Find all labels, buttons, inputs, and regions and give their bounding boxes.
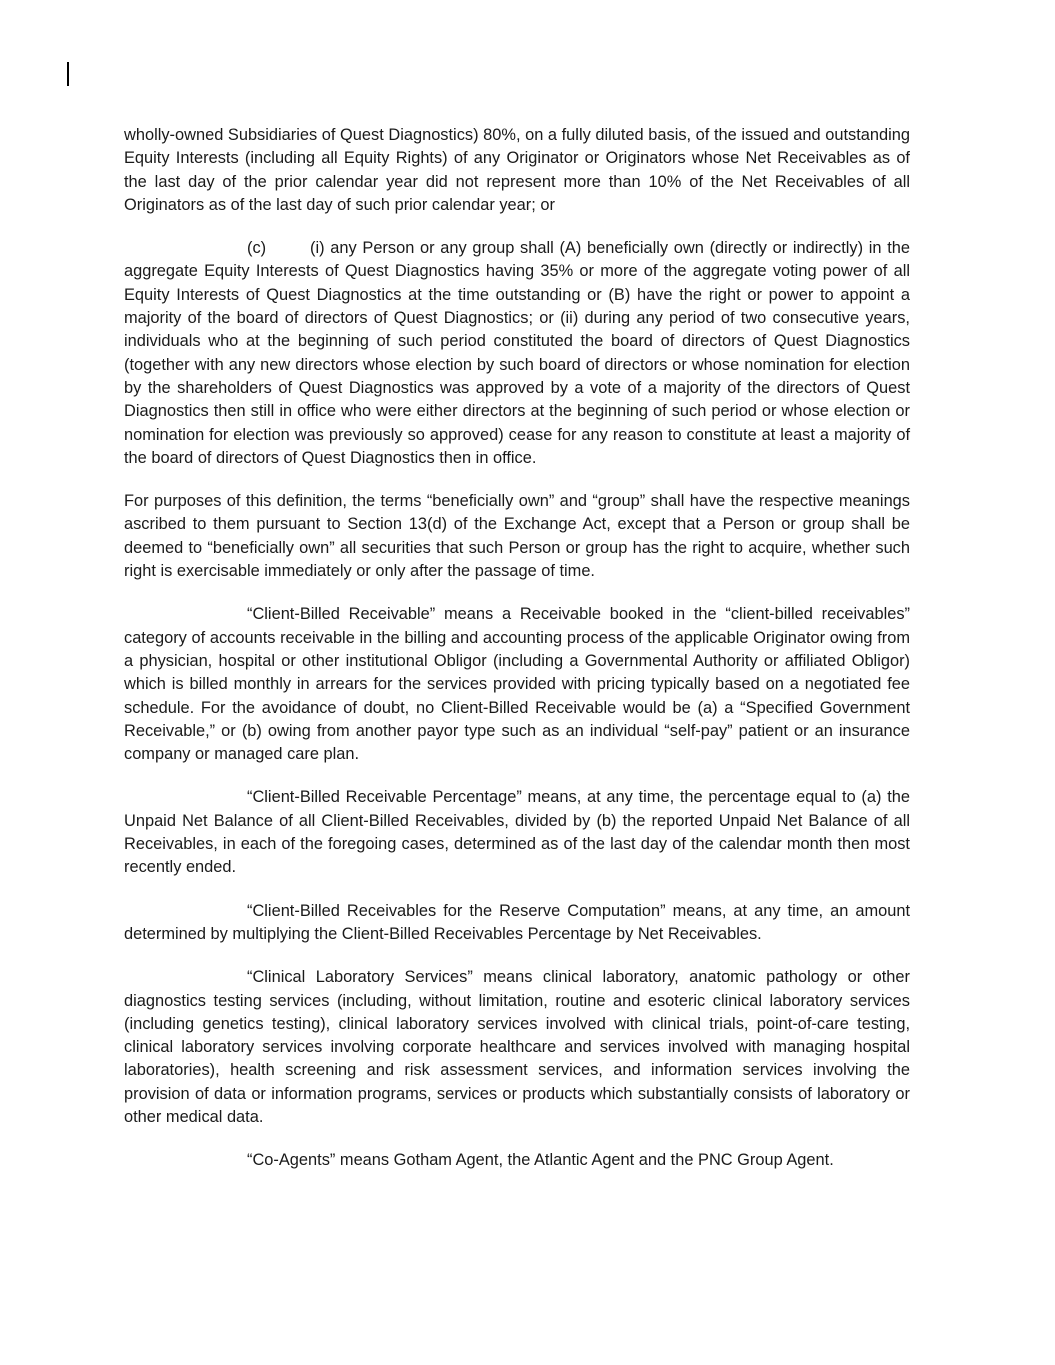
clause-text: (i) any Person or any group shall (A) beneficially own (directly or indirectly) in the aggregate Equity Interests of Quest Diagnostics having 35% or more of the aggregate voting power of all Equity Interests of Quest Diagnostics at the time outstanding or (B) have the right or power to appoint a majority of the board of directors of Quest Diagnostics; or (ii) during any period of two consecutive years, individuals who at the beginning of such period constituted the board of directors of Quest Diagnostics (together with any new directors whose election by such board of directors or whose nomination for election by the shareholders of Quest Diagnostics was approved by a vote of a majority of the directors of Quest Diagnostics then still in office who were either directors at the beginning of such period or whose election or nomination for election was previously so approved) cease for any reason to constitute at least a majority of the board of directors of Quest Diagnostics then in office. — [124, 239, 910, 467]
paragraph-definition-purposes: For purposes of this definition, the terms “beneficially own” and “group” shall have the respective meanings ascribed to them pursuant to Section 13(d) of the Exchange Act, except that a Person or group shall be deemed to “beneficially own” all securities that such Person or group has the right to acquire, whether such right is exercisable immediately or only after the passage of time. — [124, 492, 910, 581]
paragraph-clause-c — [124, 237, 910, 470]
clause-label: (c) — [247, 239, 267, 258]
definition-clinical-laboratory-services: “Clinical Laboratory Services” means clinical laboratory, anatomic pathology or other diagnostics testing services (including, without limitation, routine and esoteric clinical laboratory services (including genetics testing), clinical laboratory services involved with clinical trials, point-of-care testing, clinical laboratory services involving corporate healthcare and services involved with managing hospital laboratories), health screening and risk assessment services, and information services involving the provision of data or information programs, services or products which substantially consists of laboratory or other medical data. — [124, 968, 910, 1126]
definition-client-billed-receivables-reserve: “Client-Billed Receivables for the Reserve Computation” means, at any time, an amount determined by multiplying the Client-Billed Receivables Percentage by Net Receivables. — [124, 901, 910, 943]
definition-co-agents: “Co-Agents” means Gotham Agent, the Atlantic Agent and the PNC Group Agent. — [247, 1151, 834, 1170]
paragraph-continuation: wholly-owned Subsidiaries of Quest Diagnostics) 80%, on a fully diluted basis, of the issued and outstanding Equity Interests (including all Equity Rights) of any Originator or Originators whose Net Receivables as of the last day of the prior calendar year did not represent more than 10% of the Net Receivables of all Originators as of the last day of such prior calendar year; or — [124, 126, 910, 214]
definition-client-billed-receivable: “Client-Billed Receivable” means a Receivable booked in the “client-billed receivables” category of accounts receivable in the billing and accounting process of the applicable Originator owing from a physician, hospital or other institutional Obligor (including a Governmental Authority or affiliated Obligor) which is billed monthly in arrears for the services provided with pricing typically based on a negotiated fee schedule. For the avoidance of doubt, no Client-Billed Receivable would be (a) a “Specified Government Receivable,” or (b) owing from another payor type such as an individual “self-pay” patient or an insurance company or managed care plan. — [124, 605, 910, 764]
definition-client-billed-receivable-percentage: “Client-Billed Receivable Percentage” means, at any time, the percentage equal to (a) the Unpaid Net Balance of all Client-Billed Receivables, divided by (b) the reported Unpaid Net Balance of all Receivables, in each of the foregoing cases, determined as of the last day of the calendar month then most recently ended. — [124, 788, 910, 877]
text-cursor — [67, 62, 69, 86]
document-page — [124, 124, 910, 1193]
